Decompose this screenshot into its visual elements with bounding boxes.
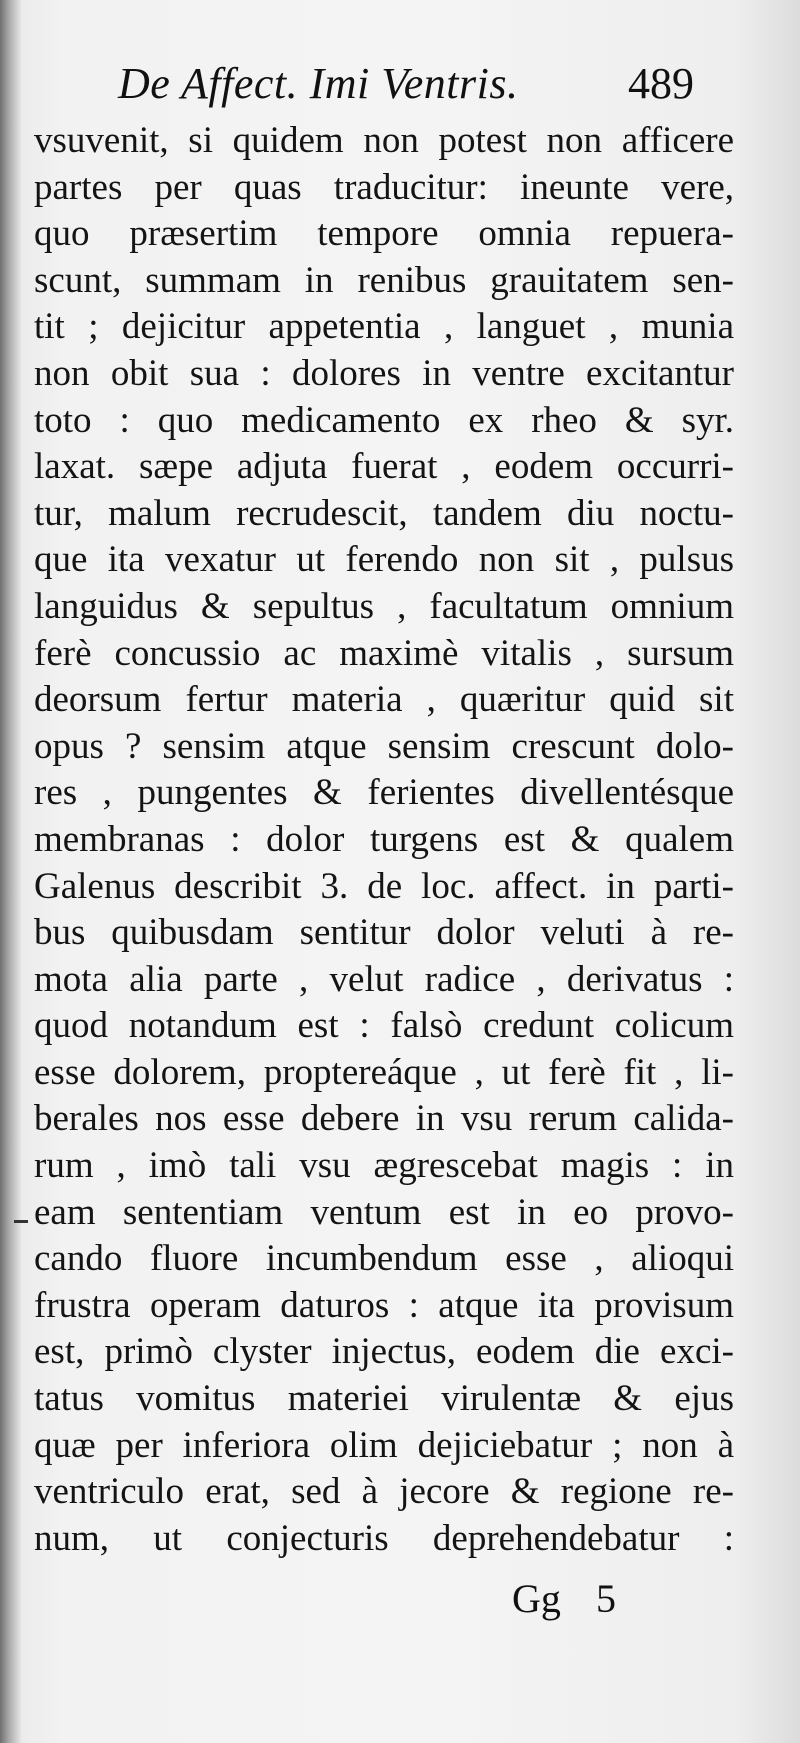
text-line: tit ; dejicitur appetentia , languet , munia bbox=[34, 306, 734, 348]
text-line: cando fluore incumbendum esse , alioqui bbox=[34, 1238, 734, 1280]
text-line: eam sententiam ventum est in eo provo- bbox=[34, 1191, 734, 1233]
text-line: quæ per inferiora olim dejiciebatur ; non à bbox=[34, 1424, 734, 1466]
running-head bbox=[0, 58, 800, 114]
page-footer bbox=[0, 1575, 800, 1625]
text-line: non obit sua : dolores in ventre excitantur bbox=[34, 352, 734, 394]
text-line: est, primò clyster injectus, eodem die exci- bbox=[34, 1331, 734, 1373]
text-line: berales nos esse debere in vsu rerum calida- bbox=[34, 1098, 734, 1140]
text-line: esse dolorem, proptereáque , ut ferè fit , li- bbox=[34, 1051, 734, 1093]
text-line: Galenus describit 3. de loc. affect. in parti- bbox=[34, 865, 734, 907]
running-title: De Affect. Imi Ventris. bbox=[118, 59, 519, 108]
text-line: tatus vomitus materiei virulentæ & ejus bbox=[34, 1378, 734, 1420]
signature-mark: Gg bbox=[512, 1576, 561, 1621]
text-line: mota alia parte , velut radice , derivatus : bbox=[34, 958, 734, 1000]
text-line: opus ? sensim atque sensim crescunt dolo- bbox=[34, 725, 734, 767]
text-line: bus quibusdam sentitur dolor veluti à re- bbox=[34, 912, 734, 954]
text-line: vsuvenit, si quidem non potest non afficere bbox=[34, 120, 734, 161]
text-line: frustra operam daturos : atque ita provisum bbox=[34, 1284, 734, 1326]
text-line: ferè concussio ac maximè vitalis , sursum bbox=[34, 632, 734, 674]
text-line: membranas : dolor turgens est & qualem bbox=[34, 818, 734, 860]
gutter-shadow bbox=[0, 0, 22, 1743]
text-line: que ita vexatur ut ferendo non sit , pulsus bbox=[34, 539, 734, 581]
text-line: deorsum fertur materia , quæritur quid sit bbox=[34, 679, 734, 721]
text-line: rum , imò tali vsu ægrescebat magis : in bbox=[34, 1145, 734, 1187]
catchword: 5 bbox=[596, 1576, 616, 1621]
text-line: res , pungentes & ferientes divellentésque bbox=[34, 772, 734, 814]
text-line: scunt, summam in renibus grauitatem sen- bbox=[34, 259, 734, 301]
text-line: tur, malum recrudescit, tandem diu noctu- bbox=[34, 492, 734, 534]
text-line: ventriculo erat, sed à jecore & regione re- bbox=[34, 1471, 734, 1513]
text-line: partes per quas traducitur: ineunte vere, bbox=[34, 166, 734, 208]
text-line: toto : quo medicamento ex rheo & syr. bbox=[34, 399, 734, 441]
margin-mark bbox=[14, 1220, 28, 1223]
text-line: quod notandum est : falsò credunt colicum bbox=[34, 1005, 734, 1047]
body-text bbox=[34, 118, 734, 1562]
text-line: languidus & sepultus , facultatum omnium bbox=[34, 585, 734, 627]
text-line: num, ut conjecturis deprehendebatur : bbox=[34, 1517, 734, 1559]
text-line: laxat. sæpe adjuta fuerat , eodem occurri- bbox=[34, 446, 734, 488]
page-number: 489 bbox=[628, 59, 694, 108]
text-line: quo præsertim tempore omnia repuera- bbox=[34, 213, 734, 255]
